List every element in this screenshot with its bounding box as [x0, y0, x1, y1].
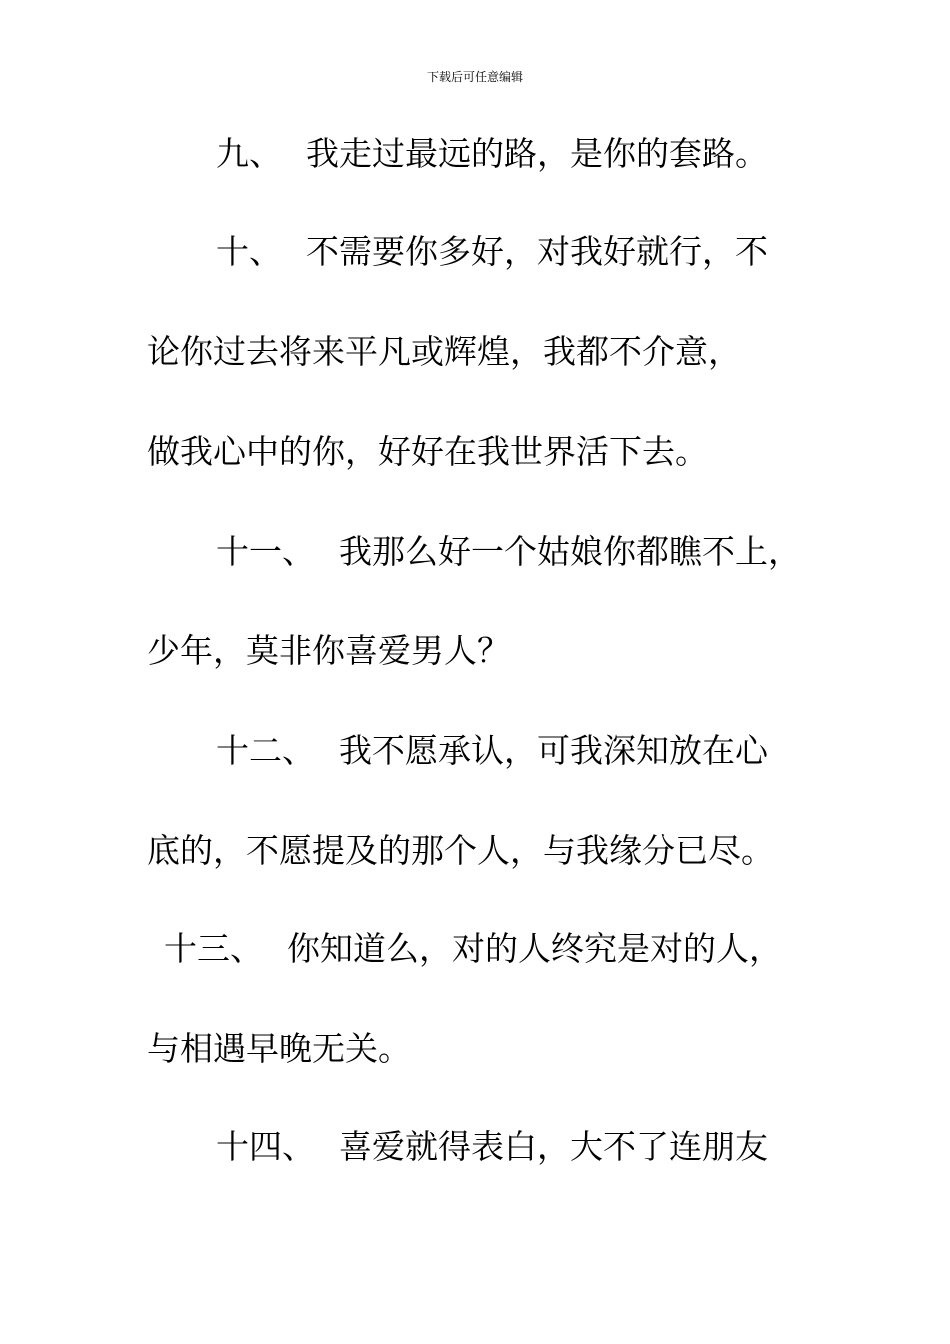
paragraph-line — [216, 1125, 768, 1169]
paragraph-line — [216, 132, 768, 176]
item-number: 十二、 — [216, 731, 315, 770]
paragraph-line — [216, 729, 768, 773]
line-text: 与相遇早晚无关。 — [147, 1029, 411, 1068]
paragraph-line — [147, 629, 510, 673]
paragraph-line — [147, 1027, 411, 1071]
item-number: 十一、 — [216, 532, 315, 571]
line-text: 我不愿承认，可我深知放在心 — [339, 731, 768, 770]
page-header: 下载后可任意编辑 — [426, 70, 523, 84]
paragraph-line — [147, 330, 741, 374]
line-text: 不需要你多好，对我好就行，不 — [306, 232, 768, 271]
item-number: 十、 — [216, 232, 282, 271]
paragraph-line — [216, 230, 768, 274]
line-text: 论你过去将来平凡或辉煌，我都不介意， — [147, 332, 741, 371]
line-text: 喜爱就得表白，大不了连朋友 — [339, 1127, 768, 1166]
line-text: 我走过最远的路，是你的套路。 — [306, 134, 768, 173]
item-number: 九、 — [216, 134, 282, 173]
paragraph-line — [216, 530, 801, 574]
item-number: 十四、 — [216, 1127, 315, 1166]
item-number: 十三、 — [164, 929, 263, 968]
paragraph-line — [147, 430, 708, 474]
paragraph-line — [147, 829, 774, 873]
line-text: 你知道么，对的人终究是对的人， — [287, 929, 782, 968]
paragraph-line — [164, 927, 782, 971]
line-text: 少年，莫非你喜爱男人？ — [147, 631, 510, 670]
line-text: 底的，不愿提及的那个人，与我缘分已尽。 — [147, 831, 774, 870]
line-text: 我那么好一个姑娘你都瞧不上， — [339, 532, 801, 571]
line-text: 做我心中的你，好好在我世界活下去。 — [147, 432, 708, 471]
